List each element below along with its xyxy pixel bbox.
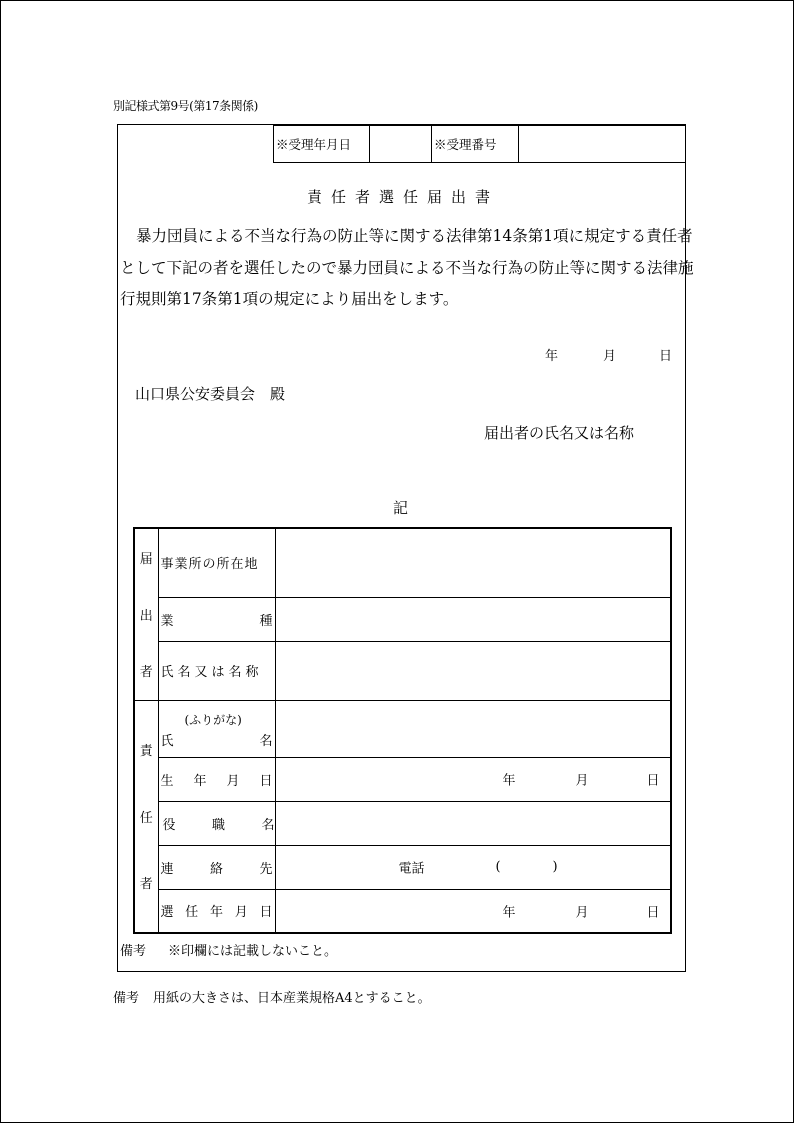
receipt-date-label: ※受理年月日 [274, 126, 370, 163]
addressee: 山口県公安委員会 殿 [135, 385, 286, 403]
inner-note: 備考 ※印欄には記載しないこと。 [120, 944, 338, 959]
date-day: 日 [659, 349, 673, 364]
receipt-number-field[interactable] [519, 126, 686, 163]
body-text [120, 221, 695, 316]
date-year: 年 [545, 349, 559, 364]
receipt-date-field[interactable] [370, 126, 432, 163]
birth-date-field[interactable]: 年 月 日 [275, 757, 671, 801]
business-type-field[interactable] [275, 597, 671, 641]
applicant-name-label: 届出者の氏名又は名称 [484, 424, 635, 442]
date-month: 月 [603, 349, 617, 364]
job-title-field[interactable] [275, 801, 671, 845]
form-number: 別記様式第9号(第17条関係) [113, 99, 258, 113]
applicant-group-label: 届 出 者 [134, 528, 158, 700]
applicant-name-field[interactable] [275, 641, 671, 700]
job-title-label: 役 職 名 [158, 801, 275, 845]
contact-label: 連 絡 先 [158, 845, 275, 889]
birth-date-label: 生 年 月 日 [158, 757, 275, 801]
responsible-name-field[interactable] [275, 700, 671, 757]
outer-note: 備考 用紙の大きさは、日本産業規格A4とすること。 [113, 991, 431, 1006]
receipt-table [273, 125, 686, 163]
body-text-content: 暴力団員による不当な行為の防止等に関する法律第14条第1項に規定する責任者として下記の者を選任したので暴力団員による不当な行為の防止等に関する法律施行規則第17条第1項の規定により届出をします。 [120, 227, 694, 308]
office-location-field[interactable] [275, 528, 671, 597]
ki-heading: 記 [393, 499, 409, 517]
furigana-label: (ふりがな) [184, 712, 242, 727]
appointment-date-field[interactable]: 年 月 日 [275, 889, 671, 933]
business-type-label: 業 種 [158, 597, 275, 641]
applicant-name-row-label: 氏名又は名称 [158, 641, 275, 700]
document-title: 責任者選任届出書 [306, 188, 499, 206]
receipt-number-label: ※受理番号 [432, 126, 519, 163]
details-table [133, 527, 672, 934]
submission-date [0, 345, 794, 365]
phone-label: 電話 [398, 861, 425, 877]
responsible-name-label: (ふりがな) 氏 名 [158, 700, 275, 757]
responsible-group-label: 責 任 者 [134, 700, 158, 933]
office-location-label: 事業所の所在地 [158, 528, 275, 597]
contact-field[interactable]: 電話 ( ) [275, 845, 671, 889]
appointment-date-label: 選 任 年 月 日 [158, 889, 275, 933]
